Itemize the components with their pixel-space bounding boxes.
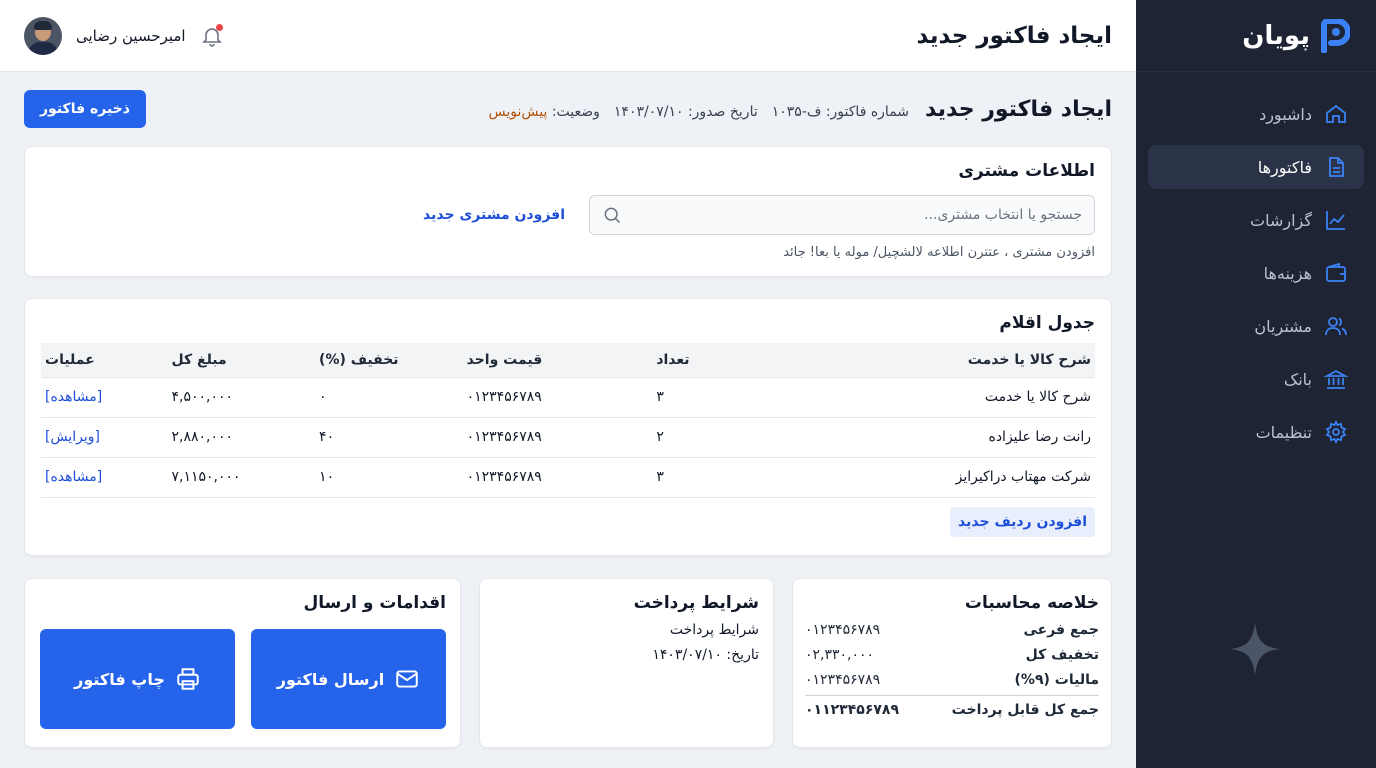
actions-card-title: اقدامات و ارسال bbox=[303, 593, 446, 613]
bottom-row bbox=[24, 578, 1112, 748]
page-header-info bbox=[489, 97, 1112, 122]
status bbox=[489, 104, 600, 120]
column-header: شرح کالا یا خدمت bbox=[737, 343, 1095, 377]
topbar bbox=[0, 0, 1136, 72]
payment-date: تاریخ: ۱۴۰۳/۰۷/۱۰ bbox=[652, 647, 759, 663]
column-header: عملیات bbox=[41, 343, 168, 377]
customer-card bbox=[24, 146, 1112, 277]
wallet-icon bbox=[1324, 261, 1348, 285]
payment-terms-text: شرایط پرداخت bbox=[669, 622, 759, 638]
grand-total-value: ۰۱۱۲۳۴۵۶۷۸۹ bbox=[805, 702, 899, 718]
sidebar-item-expenses[interactable] bbox=[1148, 251, 1364, 295]
sidebar-item-label: فاکتورها bbox=[1257, 157, 1312, 177]
discount-line bbox=[805, 647, 1099, 663]
item-total: ۷,۱۱۵۰,۰۰۰ bbox=[168, 457, 316, 497]
add-customer-link[interactable]: افزودن مشتری جدید bbox=[423, 207, 565, 223]
user-area bbox=[24, 17, 242, 55]
discount-value: ۰۲,۳۳۰,۰۰۰ bbox=[805, 647, 875, 663]
tax-label: مالیات (۹%) bbox=[1014, 672, 1099, 688]
sidebar-item-reports[interactable] bbox=[1148, 198, 1364, 242]
sparkle-icon bbox=[1230, 622, 1280, 676]
subtotal-value: ۰۱۲۳۴۵۶۷۸۹ bbox=[805, 622, 881, 638]
column-header: تخفیف (%) bbox=[315, 343, 463, 377]
item-unit-price[interactable]: ۰۱۲۳۴۵۶۷۸۹ bbox=[463, 377, 653, 417]
sidebar-nav bbox=[1136, 72, 1376, 454]
status-label: وضعیت: bbox=[551, 103, 600, 120]
issue-date: تاریخ صدور: ۱۴۰۳/۰۷/۱۰ bbox=[613, 103, 758, 120]
table-header-row bbox=[41, 343, 1095, 377]
page-title: ایجاد فاکتور جدید bbox=[925, 96, 1112, 122]
printer-icon bbox=[175, 666, 201, 692]
topbar-title: ایجاد فاکتور جدید bbox=[916, 22, 1112, 49]
column-header: تعداد bbox=[652, 343, 736, 377]
table-row bbox=[41, 457, 1095, 497]
brand-name: پویان bbox=[1242, 20, 1310, 51]
item-discount[interactable]: ۱۰ bbox=[315, 457, 463, 497]
sidebar-item-label: گزارشات bbox=[1250, 210, 1312, 230]
sidebar-item-label: تنظیمات bbox=[1255, 422, 1312, 442]
print-invoice-button[interactable] bbox=[40, 629, 235, 729]
brand bbox=[1136, 0, 1376, 72]
save-invoice-button[interactable]: ذخیره فاکتور bbox=[24, 90, 146, 128]
sidebar-item-customers[interactable] bbox=[1148, 304, 1364, 348]
sidebar-item-settings[interactable] bbox=[1148, 410, 1364, 454]
search-icon bbox=[602, 205, 622, 225]
chart-icon bbox=[1324, 208, 1348, 232]
sidebar-item-label: هزینه‌ها bbox=[1263, 263, 1312, 283]
item-description[interactable]: شرح کالا یا خدمت bbox=[737, 377, 1095, 417]
brand-logo-icon bbox=[1320, 19, 1350, 53]
discount-label: تخفیف کل bbox=[1025, 647, 1099, 663]
item-description[interactable]: رانت رضا علیزاده bbox=[737, 417, 1095, 457]
sidebar-item-label: بانک bbox=[1283, 369, 1312, 389]
item-description[interactable]: شرکت مهتاب دراکیرایز bbox=[737, 457, 1095, 497]
subtotal-label: جمع فرعی bbox=[1023, 622, 1099, 638]
view-link[interactable]: [مشاهده] bbox=[45, 389, 103, 405]
notification-button[interactable] bbox=[200, 24, 224, 48]
page-header bbox=[24, 72, 1112, 146]
items-card bbox=[24, 298, 1112, 556]
tax-value: ۰۱۲۳۴۵۶۷۸۹ bbox=[805, 672, 881, 688]
actions-card bbox=[24, 578, 461, 748]
item-unit-price[interactable]: ۰۱۲۳۴۵۶۷۸۹ bbox=[463, 417, 653, 457]
sidebar-item-dashboard[interactable] bbox=[1148, 92, 1364, 136]
print-invoice-label: چاپ فاکتور bbox=[74, 669, 165, 689]
sidebar-item-invoices[interactable] bbox=[1148, 145, 1364, 189]
items-card-title: جدول اقلام bbox=[999, 313, 1095, 333]
items-table bbox=[41, 343, 1095, 498]
sidebar-item-label: مشتریان bbox=[1254, 316, 1312, 336]
mail-icon bbox=[394, 666, 420, 692]
users-icon bbox=[1324, 314, 1348, 338]
column-header: مبلغ کل bbox=[168, 343, 316, 377]
customer-hint: افزودن مشتری ، عتترن اطلاعه لالشچیل/ موله یا بعا! جائد bbox=[783, 245, 1095, 260]
summary-card-title: خلاصه محاسبات bbox=[964, 593, 1099, 613]
sidebar-item-bank[interactable] bbox=[1148, 357, 1364, 401]
item-unit-price[interactable]: ۰۱۲۳۴۵۶۷۸۹ bbox=[463, 457, 653, 497]
item-discount[interactable]: ۰ bbox=[315, 377, 463, 417]
customer-search-row bbox=[41, 195, 1095, 235]
actions-buttons bbox=[39, 629, 446, 729]
table-row bbox=[41, 377, 1095, 417]
customer-card-title: اطلاعات مشتری bbox=[958, 161, 1095, 181]
status-badge: پیش‌نویس bbox=[488, 103, 548, 120]
column-header: قیمت واحد bbox=[463, 343, 653, 377]
subtotal-line bbox=[805, 622, 1099, 638]
payment-terms-title: شرایط پرداخت bbox=[633, 593, 759, 613]
grand-total-label: جمع کل قابل پرداخت bbox=[951, 702, 1099, 718]
invoice-number: شماره فاکتور: ف-۱۰۳۵ bbox=[771, 103, 910, 120]
item-quantity[interactable]: ۳ bbox=[652, 377, 736, 417]
add-row-button[interactable]: افزودن ردیف جدید bbox=[950, 507, 1095, 537]
tax-line bbox=[805, 672, 1099, 688]
customer-search-input[interactable] bbox=[622, 207, 1082, 223]
sidebar-item-label: داشبورد bbox=[1259, 104, 1312, 124]
invoice-meta bbox=[489, 104, 910, 120]
gear-icon bbox=[1324, 420, 1348, 444]
avatar[interactable] bbox=[24, 17, 62, 55]
user-name[interactable]: امیرحسین رضایی bbox=[76, 26, 186, 45]
payment-terms-card bbox=[479, 578, 774, 748]
item-discount[interactable]: ۴۰ bbox=[315, 417, 463, 457]
customer-search-box[interactable] bbox=[589, 195, 1095, 235]
grand-total-line bbox=[805, 695, 1099, 718]
view-link[interactable]: [مشاهده] bbox=[45, 469, 103, 485]
send-invoice-label: ارسال فاکتور bbox=[276, 669, 385, 689]
notification-dot bbox=[216, 24, 223, 31]
sidebar bbox=[1136, 0, 1376, 768]
summary-card bbox=[792, 578, 1112, 748]
document-icon bbox=[1324, 155, 1348, 179]
home-icon bbox=[1324, 102, 1348, 126]
edit-link[interactable]: [ویرایش] bbox=[45, 429, 100, 445]
item-quantity[interactable]: ۲ bbox=[652, 417, 736, 457]
item-total: ۲,۸۸۰,۰۰۰ bbox=[168, 417, 316, 457]
item-quantity[interactable]: ۳ bbox=[652, 457, 736, 497]
bank-icon bbox=[1324, 367, 1348, 391]
send-invoice-button[interactable] bbox=[251, 629, 446, 729]
main-content bbox=[0, 72, 1136, 768]
table-row bbox=[41, 417, 1095, 457]
item-total: ۴,۵۰۰,۰۰۰ bbox=[168, 377, 316, 417]
